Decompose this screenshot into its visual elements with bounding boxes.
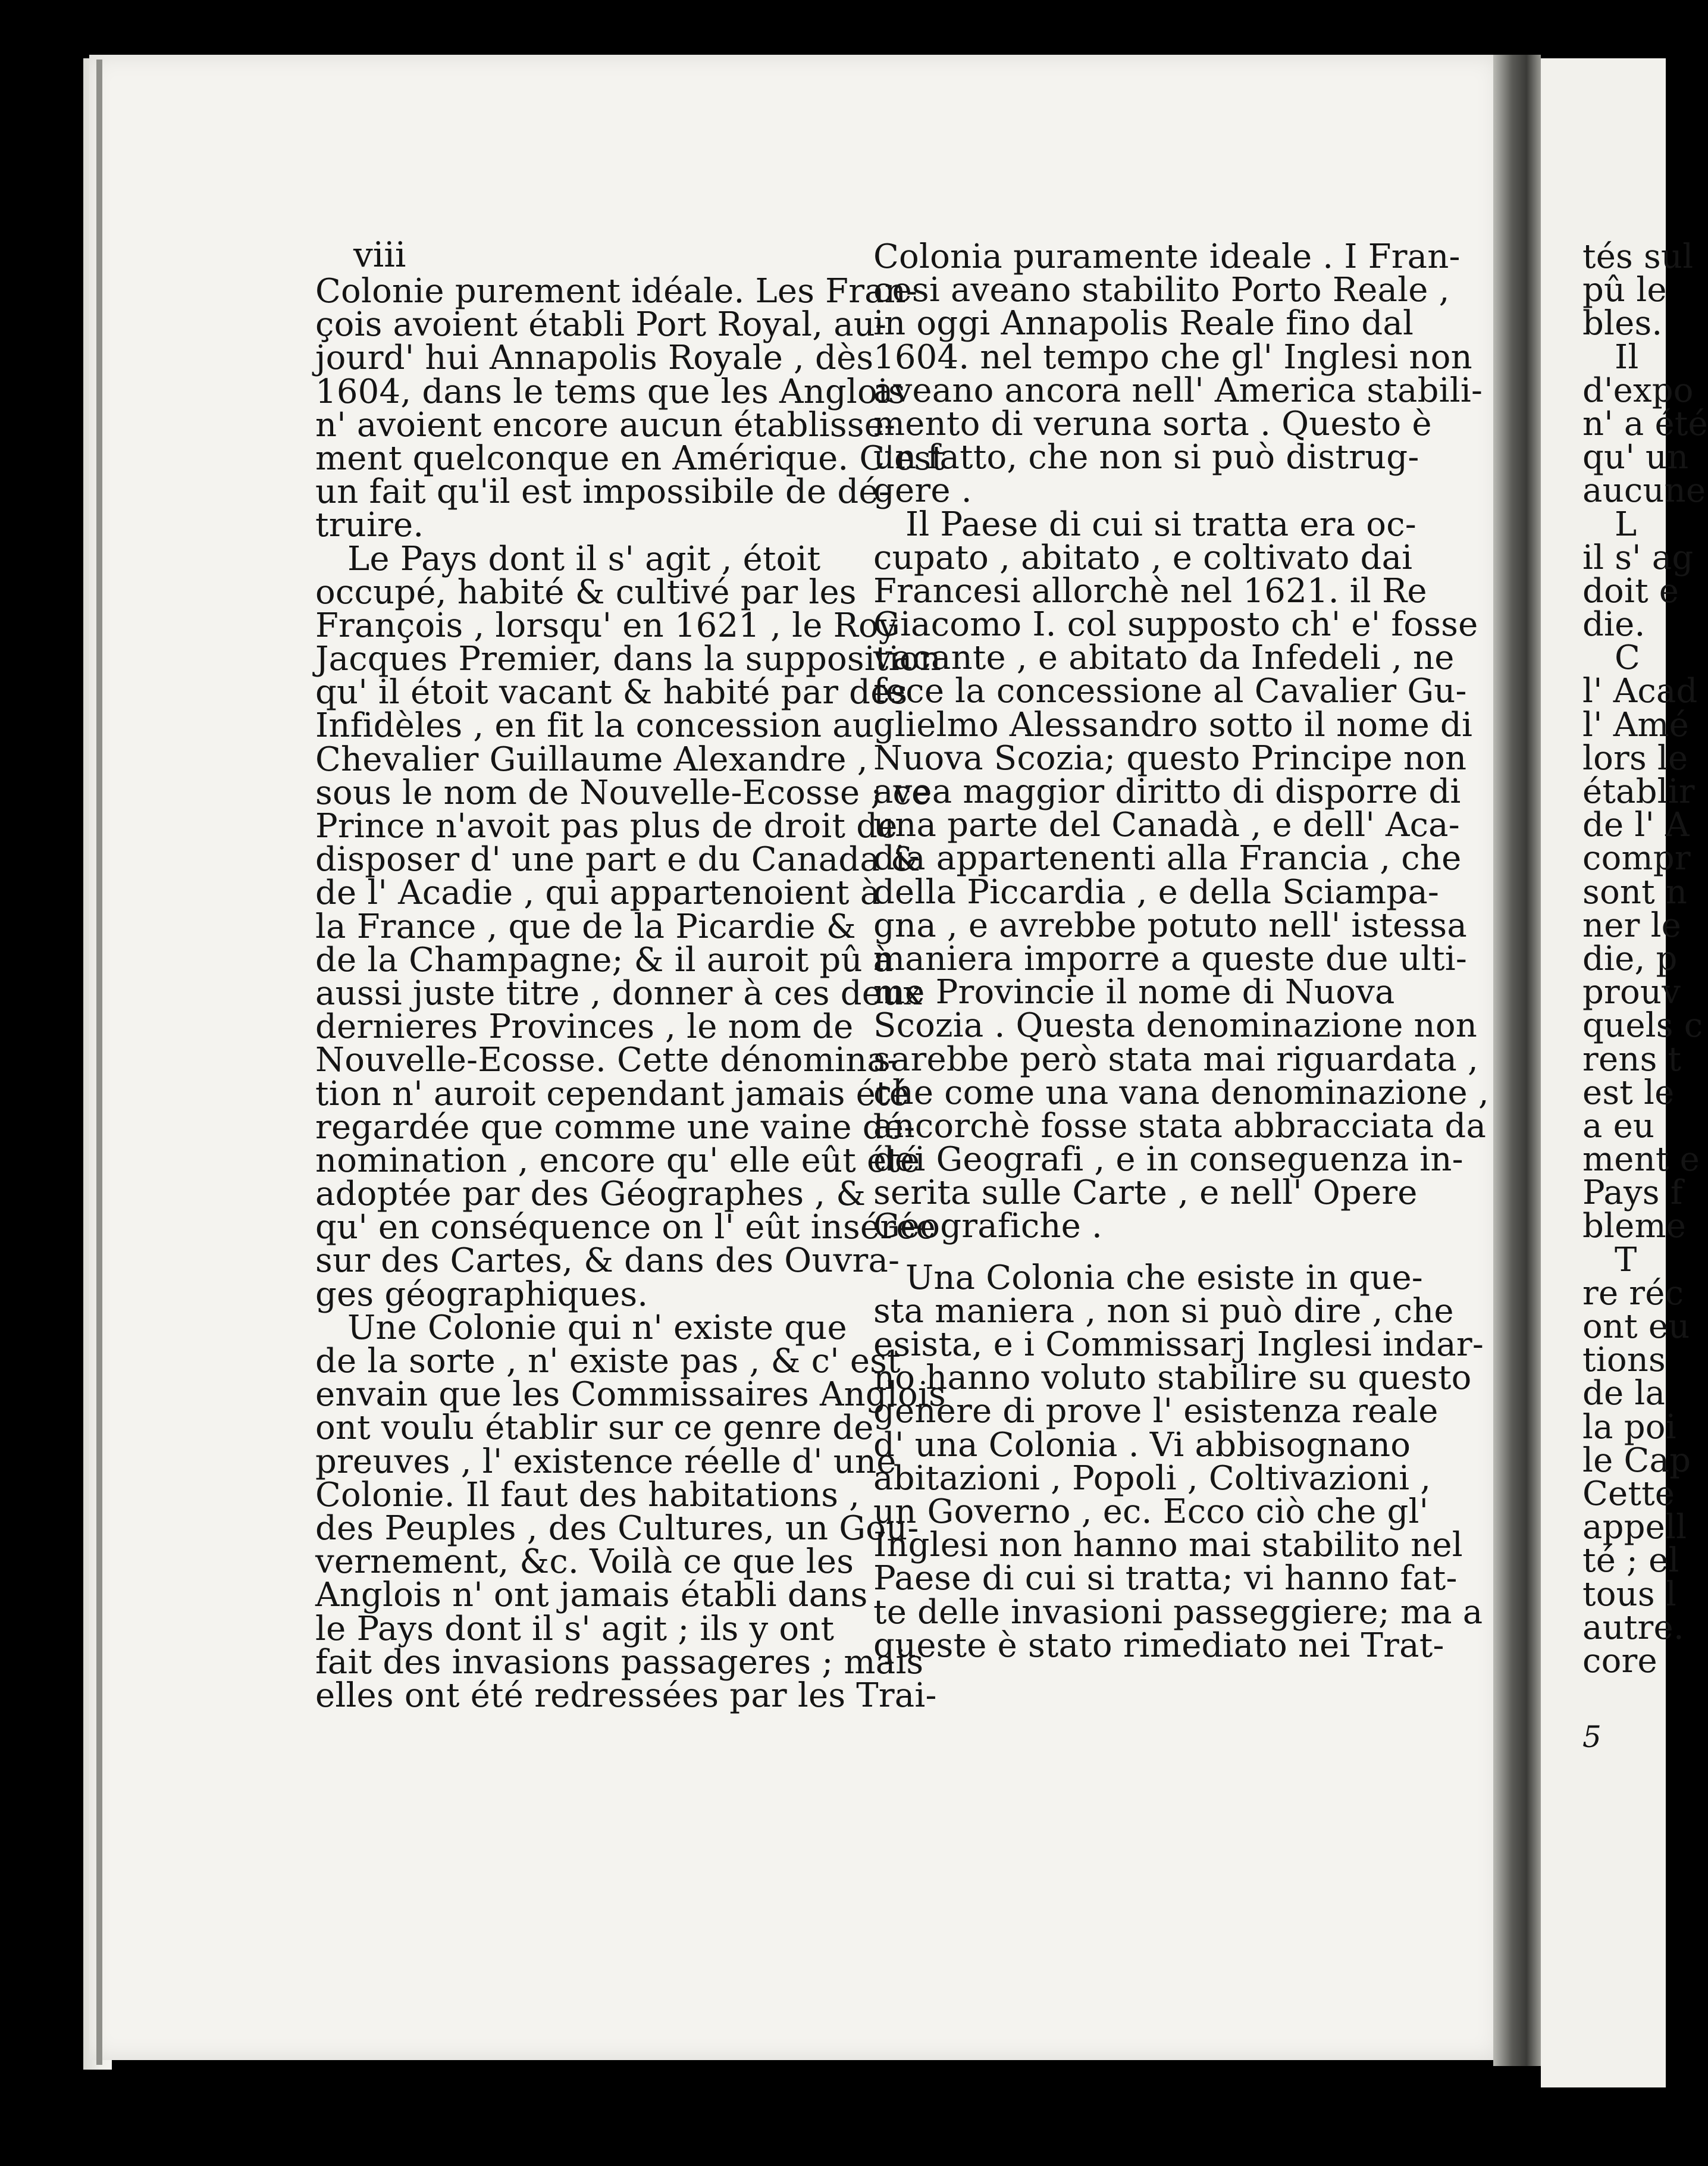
french-text-line: Colonie. Il faut des habitations ,	[315, 1475, 860, 1514]
italian-text-line: ancorchè fosse stata abbracciata da	[873, 1106, 1487, 1145]
italian-text-line: mento di veruna sorta . Questo è	[873, 404, 1432, 443]
right-page-text-line: de l' A	[1582, 806, 1690, 845]
french-text-line: sur des Cartes, & dans des Ouvra-	[315, 1241, 900, 1281]
right-page-text-line: tés sul	[1582, 237, 1694, 276]
french-text-line: Anglois n' ont jamais établi dans	[315, 1576, 868, 1615]
right-page-text-line: doit e	[1582, 571, 1679, 611]
right-page-text-line: bleme	[1582, 1207, 1687, 1246]
french-text-line: sous le nom de Nouvelle-Ecosse ; ce	[315, 773, 932, 812]
french-text-line: Nouvelle-Ecosse. Cette dénomina-	[315, 1041, 899, 1080]
italian-text-line: un fatto, che non si può distrug-	[873, 438, 1419, 477]
page-number: viii	[353, 234, 406, 275]
right-page-text-line: pû le	[1582, 271, 1667, 310]
right-page-text-line: qu' un	[1582, 438, 1689, 477]
italian-text-column	[873, 237, 1489, 1665]
italian-text-line: abitazioni , Popoli , Coltivazioni ,	[873, 1458, 1431, 1498]
french-text-line: ges géographiques.	[315, 1275, 648, 1314]
right-page-text-line: C	[1582, 638, 1641, 678]
french-text-line: dernieres Provinces , le nom de	[315, 1007, 854, 1047]
page-stack-shadow	[96, 60, 102, 2065]
right-page-text-line: core	[1582, 1641, 1657, 1680]
italian-text-line: no hanno voluto stabilire su questo	[873, 1359, 1472, 1398]
italian-text-line: dia appartenenti alla Francia , che	[873, 839, 1462, 878]
french-text-line: regardée que comme une vaine dé-	[315, 1107, 916, 1147]
right-page-text-line: établir	[1582, 772, 1695, 811]
italian-text-line: serita sulle Carte , e nell' Opere	[873, 1173, 1418, 1213]
italian-text-line: Il Paese di cui si tratta era oc-	[873, 505, 1416, 544]
french-text-line: qu' il étoit vacant & habité par des	[315, 673, 908, 712]
french-text-line: Infidèles , en fit la concession au	[315, 706, 875, 746]
italian-text-line: della Piccardia , e della Sciampa-	[873, 872, 1440, 912]
right-page-text-line: quels c	[1582, 1006, 1703, 1046]
italian-text-line: Inglesi non hanno mai stabilito nel	[873, 1526, 1463, 1565]
right-page-text-line: aucune	[1582, 471, 1706, 511]
right-page-text-line: de la	[1582, 1374, 1666, 1413]
french-text-line: un fait qu'il est impossibile de dé-	[315, 472, 890, 512]
italian-text-line: Geografiche .	[873, 1207, 1103, 1246]
italian-text-line: Francesi allorchè nel 1621. il Re	[873, 571, 1427, 611]
right-page-text-line: tions	[1582, 1341, 1666, 1380]
italian-text-line: fece la concessione al Cavalier Gu-	[873, 672, 1467, 711]
french-text-line: de la Champagne; & il auroit pû à	[315, 940, 894, 979]
italian-text-line: genere di prove l' esistenza reale	[873, 1392, 1439, 1431]
italian-text-line: sarebbe però stata mai riguardata ,	[873, 1040, 1478, 1079]
signature-mark: 5	[1582, 1720, 1602, 1754]
right-page-text-line: Pays f	[1582, 1173, 1683, 1213]
right-page-text-fragment	[1582, 237, 1708, 1680]
italian-text-line: sta maniera , non si può dire , che	[873, 1291, 1454, 1331]
french-text-line: la France , que de la Picardie &	[315, 907, 856, 946]
italian-text-line: me Provincie il nome di Nuova	[873, 973, 1395, 1012]
french-text-line: occupé, habité & cultivé par les	[315, 572, 857, 612]
italian-text-line: vacante , e abitato da Infedeli , ne	[873, 638, 1455, 678]
french-text-column	[315, 272, 946, 1715]
right-page-text-line: re réc	[1582, 1273, 1684, 1313]
french-text-line: François , lorsqu' en 1621 , le Roy	[315, 606, 898, 645]
right-page-text-line: Cette	[1582, 1474, 1675, 1513]
french-text-line: elles ont été redressées par les Trai-	[315, 1676, 937, 1715]
right-page-text-line: té ; el	[1582, 1541, 1679, 1580]
italian-text-line: maniera imporre a queste due ulti-	[873, 939, 1468, 978]
right-page-text-line: L	[1582, 505, 1637, 544]
french-text-line: le Pays dont il s' agit ; ils y ont	[315, 1609, 835, 1648]
right-page-text-line: l' Acad	[1582, 672, 1698, 711]
right-page-text-line: sont n	[1582, 872, 1688, 912]
french-text-line: n' avoient encore aucun établisse-	[315, 405, 896, 445]
french-text-line: ont voulu établir sur ce genre de	[315, 1408, 874, 1448]
french-text-line: tion n' auroit cependant jamais été	[315, 1074, 910, 1113]
italian-text-line: d' una Colonia . Vi abbisognano	[873, 1425, 1411, 1464]
french-text-line: de la sorte , n' existe pas , & c' est	[315, 1342, 901, 1381]
french-text-line: ment quelconque en Amérique. C'est	[315, 439, 945, 478]
italian-text-line: cesi aveano stabilito Porto Reale ,	[873, 271, 1450, 310]
italian-text-line: Nuova Scozia; questo Principe non	[873, 738, 1467, 778]
italian-text-line: aveano ancora nell' America stabili-	[873, 371, 1483, 410]
italian-text-line: Giacomo I. col supposto ch' e' fosse	[873, 605, 1478, 644]
french-text-line: vernement, &c. Voilà ce que les	[315, 1542, 854, 1582]
right-page-text-line: la poi	[1582, 1407, 1676, 1447]
italian-text-line: glielmo Alessandro sotto il nome di	[873, 705, 1473, 744]
right-page-text-line: lors le	[1582, 738, 1688, 778]
italian-text-line: Paese di cui si tratta; vi hanno fat-	[873, 1559, 1458, 1598]
french-text-line: disposer d' une part e du Canada &	[315, 840, 920, 879]
right-page-text-line: bles.	[1582, 304, 1663, 343]
book-gutter	[1493, 55, 1541, 2066]
french-text-line: envain que les Commissaires Anglois	[315, 1375, 946, 1414]
french-text-line: de l' Acadie , qui appartenoient à	[315, 874, 880, 913]
italian-text-line: 1604. nel tempo che gl' Inglesi non	[873, 337, 1472, 377]
right-page-text-line: ont eu	[1582, 1307, 1690, 1346]
italian-text-line: un Governo , ec. Ecco ciò che gl'	[873, 1492, 1429, 1531]
french-text-line: jourd' hui Annapolis Royale , dès	[315, 339, 874, 378]
french-text-line: adoptée par des Géographes , &	[315, 1175, 866, 1214]
right-page-text-line: Il	[1582, 337, 1639, 377]
right-page-text-line: le Cap	[1582, 1441, 1691, 1480]
right-page-text-line: rens t	[1582, 1040, 1682, 1079]
french-text-line: Chevalier Guillaume Alexandre ,	[315, 740, 868, 779]
italian-text-line: Colonia puramente ideale . I Fran-	[873, 237, 1461, 276]
french-text-line: Une Colonie qui n' existe que	[315, 1308, 847, 1347]
french-text-line: aussi juste titre , donner à ces deux	[315, 974, 923, 1013]
italian-text-line: gna , e avrebbe potuto nell' istessa	[873, 906, 1467, 945]
french-text-line: des Peuples , des Cultures, un Gou-	[315, 1508, 919, 1548]
french-text-line: 1604, dans le tems que les Anglois	[315, 372, 905, 411]
french-text-line: fait des invasions passageres ; mais	[315, 1642, 924, 1682]
right-page-text-line: compr	[1582, 839, 1691, 878]
right-page-text-line: est le	[1582, 1073, 1675, 1112]
right-page-text-line: l' Amé	[1582, 705, 1689, 744]
french-text-line: Jacques Premier, dans la supposition	[315, 640, 941, 679]
french-text-line: Le Pays dont il s' agit , étoit	[315, 539, 821, 578]
right-page-text-line: autre.	[1582, 1608, 1684, 1647]
right-page-text-line: die, p	[1582, 939, 1678, 978]
french-text-line: Prince n'avoit pas plus de droit de	[315, 807, 898, 846]
italian-text-line: dei Geografi , e in conseguenza in-	[873, 1140, 1463, 1179]
right-page-text-line: d'expo	[1582, 371, 1694, 410]
right-page-text-line: ment e	[1582, 1140, 1700, 1179]
italian-text-line: Scozia . Questa denominazione non	[873, 1006, 1478, 1046]
italian-text-line: esista, e i Commissarj Inglesi indar-	[873, 1325, 1484, 1364]
italian-text-line: avea maggior diritto di disporre di	[873, 772, 1461, 811]
french-text-line: çois avoient établi Port Royal, au-	[315, 305, 887, 345]
italian-text-line: in oggi Annapolis Reale fino dal	[873, 304, 1414, 343]
italian-text-line: te delle invasioni passeggiere; ma a	[873, 1592, 1483, 1632]
italian-text-line: queste è stato rimediato nei Trat-	[873, 1626, 1444, 1665]
french-text-line: qu' en conséquence on l' eût insérée	[315, 1208, 936, 1247]
italian-text-line: gere .	[873, 471, 972, 511]
right-page-text-line: T	[1582, 1240, 1637, 1279]
right-page-text-line: tous l	[1582, 1575, 1676, 1614]
right-page-text-line: appell	[1582, 1508, 1687, 1547]
french-text-line: nomination , encore qu' elle eût été	[315, 1141, 920, 1180]
right-page-text-line: il s' ag	[1582, 538, 1694, 577]
right-page-text-line: a eu	[1582, 1106, 1655, 1145]
italian-text-line: una parte del Canadà , e dell' Aca-	[873, 806, 1460, 845]
french-text-line: truire.	[315, 506, 424, 545]
french-text-line: preuves , l' existence réelle d' une	[315, 1442, 897, 1481]
right-page-text-line: prouv	[1582, 973, 1681, 1012]
italian-text-line: che come una vana denominazione ,	[873, 1073, 1489, 1112]
italian-text-line: Una Colonia che esiste in que-	[873, 1258, 1423, 1297]
right-page-text-line: n' a été	[1582, 404, 1708, 443]
right-page-text-line: ner le	[1582, 906, 1682, 945]
right-page-text-line: die.	[1582, 605, 1646, 644]
french-text-line: Colonie purement idéale. Les Fran-	[315, 272, 918, 311]
italian-text-line: cupato , abitato , e coltivato dai	[873, 538, 1413, 577]
